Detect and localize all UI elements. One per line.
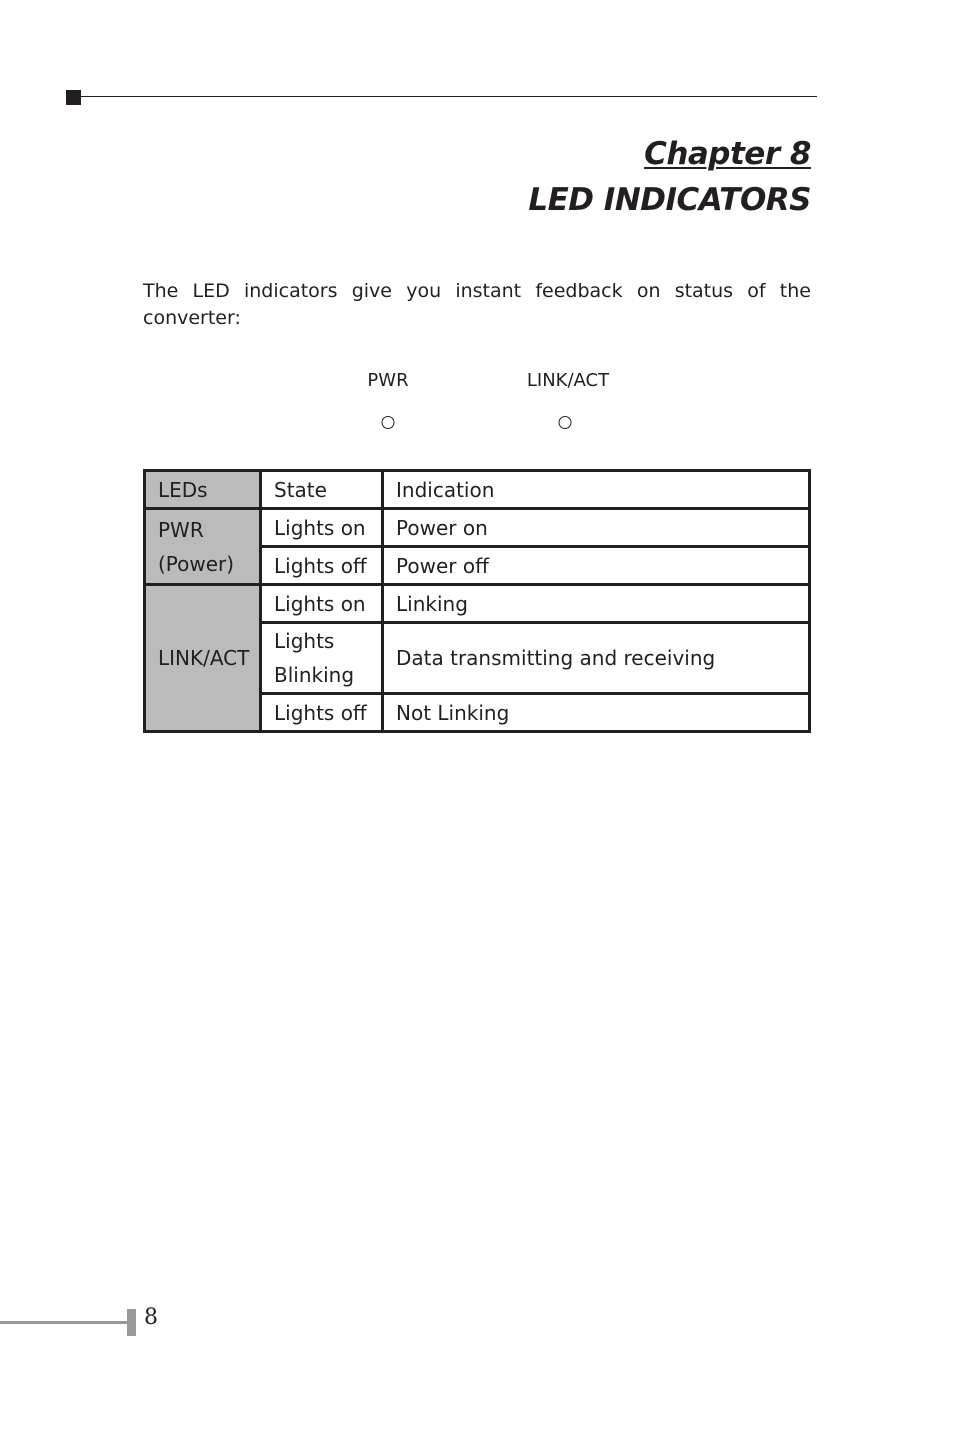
- led-label-link-act: LINK/ACT: [526, 370, 610, 391]
- intro-paragraph: The LED indicators give you instant feedback on status of the converter:: [143, 280, 811, 329]
- state-cell: [261, 623, 383, 694]
- state-line: Blinking: [274, 663, 355, 687]
- footer-bar: [127, 1309, 136, 1336]
- header-square-marker: [66, 90, 81, 105]
- led-label-pwr: PWR: [367, 370, 409, 391]
- header-cell-leds: LEDs: [145, 471, 261, 509]
- table-row: [145, 585, 810, 623]
- chapter-number: Chapter 8: [644, 136, 811, 172]
- header-cell-indication: Indication: [383, 471, 810, 509]
- table-header-row: [145, 471, 810, 509]
- page-number: 8: [144, 1305, 158, 1330]
- indication-cell: Data transmitting and receiving: [383, 623, 810, 694]
- state-cell: Lights off: [261, 694, 383, 732]
- led-cell-pwr: [145, 509, 261, 585]
- led-cell-link-act: LINK/ACT: [145, 585, 261, 732]
- indication-cell: Linking: [383, 585, 810, 623]
- state-line: Lights: [274, 629, 335, 653]
- indication-cell: Power on: [383, 509, 810, 547]
- state-cell: Lights off: [261, 547, 383, 585]
- indication-cell: Power off: [383, 547, 810, 585]
- led-circle-icon: [559, 416, 572, 429]
- indication-cell: Not Linking: [383, 694, 810, 732]
- table-row: [145, 509, 810, 547]
- header-rule: [81, 96, 817, 97]
- led-name-detail: (Power): [158, 551, 235, 576]
- header-cell-state: State: [261, 471, 383, 509]
- led-indicator-table: [143, 469, 811, 733]
- led-circle-icon: [382, 416, 395, 429]
- led-name: PWR: [158, 517, 204, 542]
- footer-rule: [0, 1321, 127, 1324]
- state-cell: Lights on: [261, 509, 383, 547]
- chapter-title: LED INDICATORS: [528, 182, 811, 218]
- state-cell: Lights on: [261, 585, 383, 623]
